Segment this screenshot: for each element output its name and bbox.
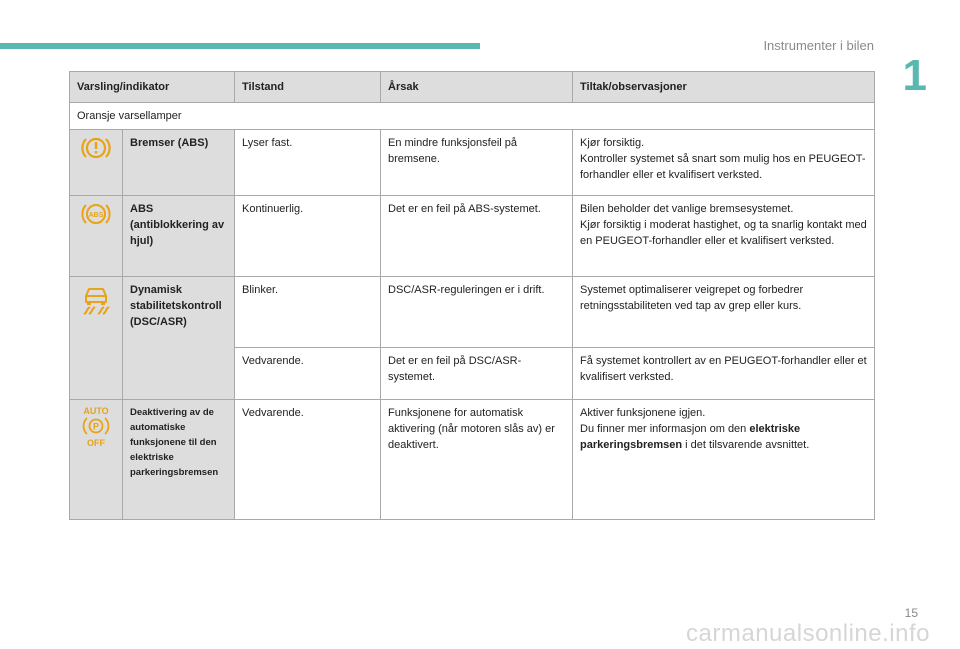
action-text: Aktiver funksjonene igjen. Du finner mer informasjon om den — [580, 407, 747, 435]
indicator-name: Deaktivering av de automatiske funksjonene til den elektriske parkeringsbremsen — [123, 400, 235, 520]
action-cell: Få systemet kontrollert av en PEUGEOT-forhandler eller et kvalifisert verksted. — [573, 348, 875, 400]
indicator-name: Dynamisk stabilitetskontroll (DSC/ASR) — [123, 277, 235, 400]
svg-text:ABS: ABS — [88, 212, 104, 219]
auto-p-off-icon — [77, 405, 115, 447]
group-row — [70, 103, 875, 130]
column-header-state: Tilstand — [235, 72, 381, 103]
icon-cell — [70, 400, 123, 520]
icon-cell — [70, 196, 123, 277]
column-header-action: Tiltak/observasjoner — [573, 72, 875, 103]
action-cell — [573, 400, 875, 520]
state-cell: Vedvarende. — [235, 348, 381, 400]
cause-cell: DSC/ASR-reguleringen er i drift. — [381, 277, 573, 348]
column-header-indicator: Varsling/indikator — [70, 72, 235, 103]
indicator-name: ABS (antiblokkering av hjul) — [123, 196, 235, 277]
table-header-row — [70, 72, 875, 103]
warning-lamps-table — [69, 71, 875, 520]
dsc-asr-icon — [77, 282, 115, 316]
group-label: Oransje varsellamper — [70, 103, 875, 130]
table-row — [70, 400, 875, 520]
svg-text:OFF: OFF — [87, 438, 105, 447]
svg-text:AUTO: AUTO — [83, 406, 109, 416]
cause-cell: Det er en feil på DSC/ASR-systemet. — [381, 348, 573, 400]
indicator-name: Bremser (ABS) — [123, 130, 235, 196]
action-cell: Kjør forsiktig. Kontroller systemet så snart som mulig hos en PEUGEOT-forhandler eller et kvalifisert verksted. — [573, 130, 875, 196]
table-row — [70, 277, 875, 348]
table-row — [70, 196, 875, 277]
icon-cell — [70, 130, 123, 196]
action-cell: Systemet optimaliserer veigrepet og forbedrer retningsstabiliteten ved tap av grep eller kurs. — [573, 277, 875, 348]
action-cell: Bilen beholder det vanlige bremsesystemet. Kjør forsiktig i moderat hastighet, og ta snarlig kontakt med en PEUGEOT-forhandler eller et kvalifisert verksted. — [573, 196, 875, 277]
svg-text:P: P — [92, 421, 100, 432]
cause-cell: Funksjonene for automatisk aktivering (når motoren slås av) er deaktivert. — [381, 400, 573, 520]
cause-cell: Det er en feil på ABS-systemet. — [381, 196, 573, 277]
page-number: 15 — [904, 606, 918, 620]
state-cell: Lyser fast. — [235, 130, 381, 196]
watermark: carmanualsonline.info — [686, 620, 930, 647]
abs-icon — [77, 201, 115, 227]
state-cell: Kontinuerlig. — [235, 196, 381, 277]
column-header-cause: Årsak — [381, 72, 573, 103]
brake-warning-icon — [77, 135, 115, 161]
state-cell: Blinker. — [235, 277, 381, 348]
header-accent-bar — [0, 43, 480, 49]
section-title: Instrumenter i bilen — [763, 38, 874, 53]
table-row — [70, 130, 875, 196]
icon-cell — [70, 277, 123, 400]
action-bold-text: elektriske parkeringsbremsen — [580, 423, 801, 451]
state-cell: Vedvarende. — [235, 400, 381, 520]
action-text-suffix: i det tilsvarende avsnittet. — [682, 439, 810, 451]
cause-cell: En mindre funksjonsfeil på bremsene. — [381, 130, 573, 196]
chapter-number: 1 — [902, 51, 927, 100]
